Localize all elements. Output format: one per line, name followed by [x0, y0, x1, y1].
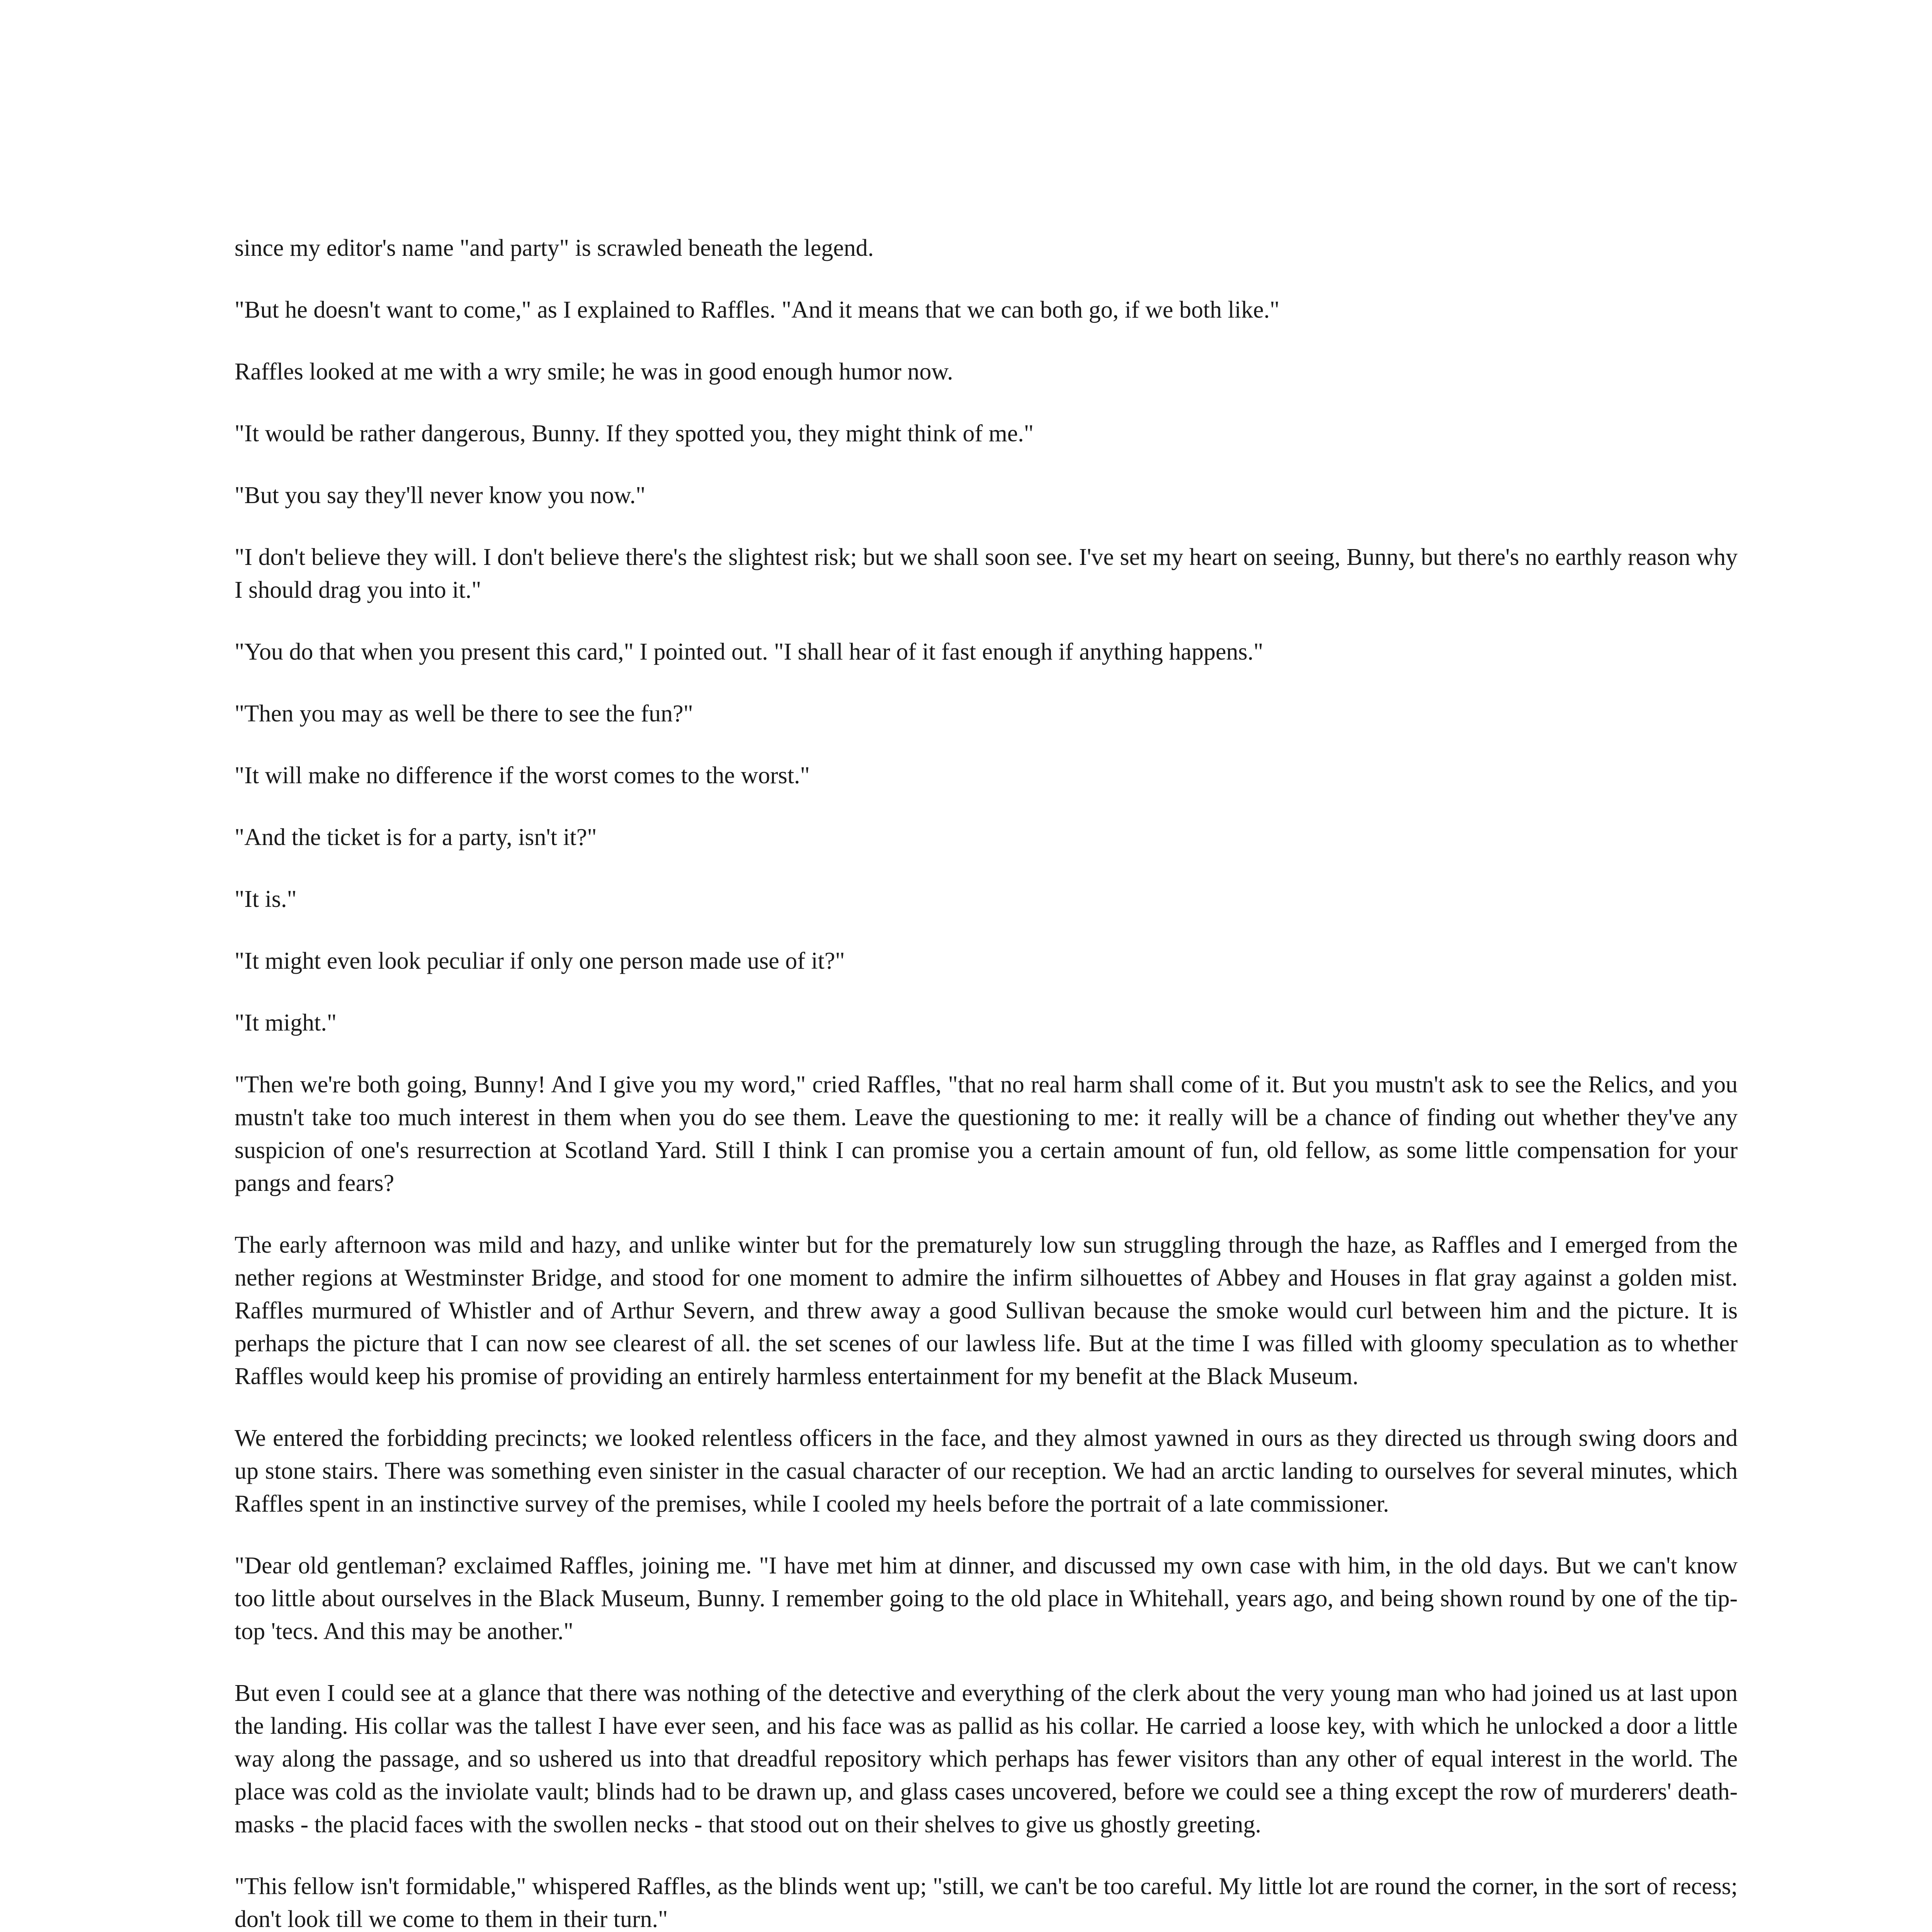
paragraph: Raffles looked at me with a wry smile; he was in good enough humor now.	[235, 359, 953, 385]
paragraph: "It would be rather dangerous, Bunny. If they spotted you, they might think of me."	[235, 420, 1034, 447]
paragraph: "It will make no difference if the worst comes to the worst."	[235, 762, 810, 789]
paragraph: But even I could see at a glance that there was nothing of the detective and everything of the clerk about the very young man who had joined us at last upon the landing. His collar was the tallest I have ever seen, and his face was as pallid as his collar. He carried a loose key, with which he unlocked a door a little way along the passage, and so ushered us into that dreadful repository which perhaps has fewer visitors than any other of equal interest in the world. The place was cold as the inviolate vault; blinds had to be drawn up, and glass cases uncovered, before we could see a thing except the row of murderers' death-masks - the placid faces with the swollen necks - that stood out on their shelves to give us ghostly greeting.	[235, 1680, 1738, 1838]
paragraph: "And the ticket is for a party, isn't it?"	[235, 824, 597, 850]
paragraph: "But you say they'll never know you now."	[235, 482, 646, 509]
paragraph: "You do that when you present this card," I pointed out. "I shall hear of it fast enough if anything happens."	[235, 639, 1264, 665]
body-text	[235, 232, 1738, 1932]
paragraph: "Dear old gentleman? exclaimed Raffles, joining me. "I have met him at dinner, and discussed my own case with him, in the old days. But we can't know too little about ourselves in the Black Museum, Bunny. I remember going to the old place in Whitehall, years ago, and being shown round by one of the tip-top 'tecs. And this may be another."	[235, 1553, 1738, 1645]
paragraph: The early afternoon was mild and hazy, and unlike winter but for the prematurely low sun struggling through the haze, as Raffles and I emerged from the nether regions at Westminster Bridge, and stood for one moment to admire the infirm silhouettes of Abbey and Houses in flat gray against a golden mist. Raffles murmured of Whistler and of Arthur Severn, and threw away a good Sullivan because the smoke would curl between him and the picture. It is perhaps the picture that I can now see clearest of all. the set scenes of our lawless life. But at the time I was filled with gloomy speculation as to whether Raffles would keep his promise of providing an entirely harmless entertainment for my benefit at the Black Museum.	[235, 1232, 1738, 1389]
paragraph: "I don't believe they will. I don't believe there's the slightest risk; but we shall soon see. I've set my heart on seeing, Bunny, but there's no earthly reason why I should drag you into it."	[235, 544, 1738, 603]
paragraph: "It might."	[235, 1010, 337, 1036]
paragraph: We entered the forbidding precincts; we looked relentless officers in the face, and they almost yawned in ours as they directed us through swing doors and up stone stairs. There was something even sinister in the casual character of our reception. We had an arctic landing to ourselves for several minutes, which Raffles spent in an instinctive survey of the premises, while I cooled my heels before the portrait of a late commissioner.	[235, 1425, 1738, 1517]
paragraph: "It might even look peculiar if only one person made use of it?"	[235, 948, 845, 974]
paragraph: "Then you may as well be there to see the fun?"	[235, 701, 693, 727]
paragraph: since my editor's name "and party" is scrawled beneath the legend.	[235, 235, 874, 261]
paragraph: "It is."	[235, 886, 297, 912]
paragraph: "Then we're both going, Bunny! And I give you my word," cried Raffles, "that no real harm shall come of it. But you mustn't ask to see the Relics, and you mustn't take too much interest in them when you do see them. Leave the questioning to me: it really will be a chance of finding out whether they've any suspicion of one's resurrection at Scotland Yard. Still I think I can promise you a certain amount of fun, old fellow, as some little compensation for your pangs and fears?	[235, 1071, 1738, 1196]
paragraph: "But he doesn't want to come," as I explained to Raffles. "And it means that we can both go, if we both like."	[235, 297, 1280, 323]
paragraph: "This fellow isn't formidable," whispered Raffles, as the blinds went up; "still, we can't be too careful. My little lot are round the corner, in the sort of recess; don't look till we come to them in their turn."	[235, 1873, 1738, 1932]
